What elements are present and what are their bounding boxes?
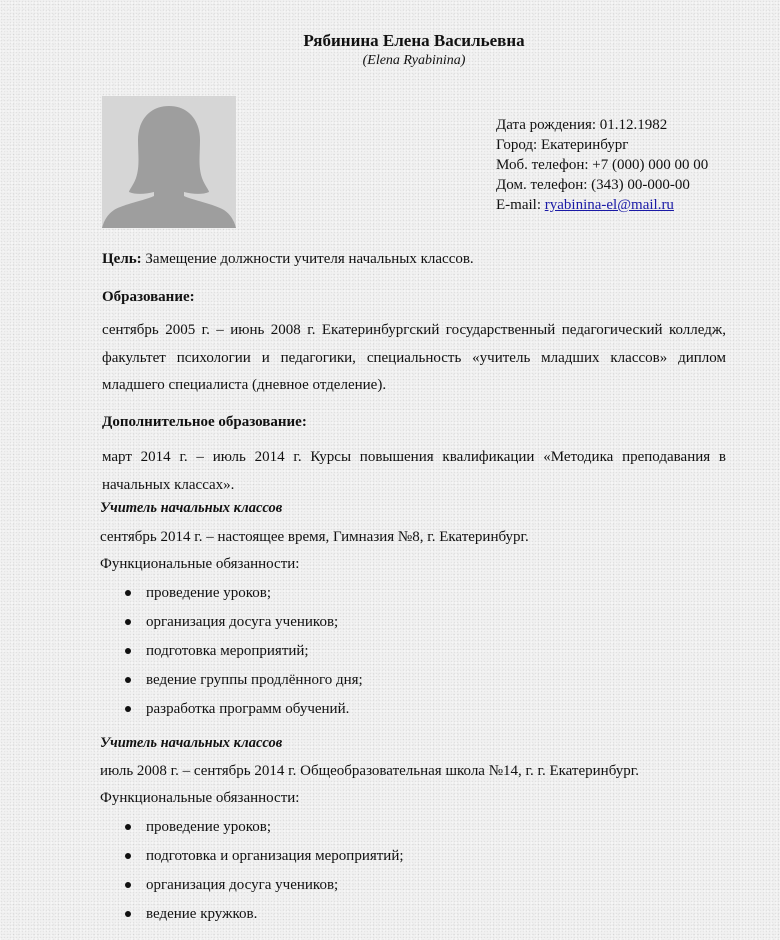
bullet-icon — [125, 648, 131, 654]
bullet-icon — [125, 590, 131, 596]
bullet-icon — [125, 824, 131, 830]
list-item — [122, 666, 363, 695]
resume-name-latin: (Elena Ryabinina) — [362, 53, 466, 68]
duty-text: подготовка и организация мероприятий; — [146, 848, 404, 864]
list-item — [122, 900, 404, 929]
bullet-icon — [125, 706, 131, 712]
list-item — [122, 813, 404, 842]
duty-text: проведение уроков; — [146, 819, 272, 835]
duty-text: разработка программ обучений. — [146, 701, 350, 717]
education-heading: Образование: — [102, 289, 195, 305]
goal-label: Цель: — [102, 251, 142, 267]
list-item — [122, 608, 363, 637]
education-text: сентябрь 2005 г. – июнь 2008 г. Екатеринбургский государственный педагогический колледж, факультет психологии и педагогики, специальность «учитель младших классов» диплом младшего специалиста (дневное отделение). — [102, 322, 726, 393]
list-item — [122, 842, 404, 871]
list-item — [122, 579, 363, 608]
city: Город: Екатеринбург — [496, 137, 629, 153]
list-item — [122, 695, 363, 724]
extra-education-heading: Дополнительное образование: — [102, 414, 307, 430]
job-title: Учитель начальных классов — [100, 500, 283, 516]
email-row — [496, 195, 708, 215]
duties-label: Функциональные обязанности: — [100, 556, 300, 572]
mobile-phone: Моб. телефон: +7 (000) 000 00 00 — [496, 157, 709, 173]
duties-label: Функциональные обязанности: — [100, 790, 300, 806]
duty-text: организация досуга учеников; — [146, 614, 339, 630]
resume-name: Рябинина Елена Васильевна — [303, 31, 525, 50]
list-item — [122, 871, 404, 900]
duty-text: подготовка мероприятий; — [146, 643, 309, 659]
bullet-icon — [125, 619, 131, 625]
birth-date: Дата рождения: 01.12.1982 — [496, 117, 668, 133]
goal-section — [102, 246, 726, 274]
bullet-icon — [125, 882, 131, 888]
contact-block — [496, 115, 708, 215]
duties-list — [122, 813, 404, 929]
job-period: сентябрь 2014 г. – настоящее время, Гимназия №8, г. Екатеринбург. — [100, 529, 529, 545]
job-title: Учитель начальных классов — [100, 735, 283, 751]
job-period: июль 2008 г. – сентябрь 2014 г. Общеобразовательная школа №14, г. г. Екатеринбург. — [100, 763, 639, 779]
list-item — [122, 637, 363, 666]
email-label: E-mail: — [496, 197, 545, 213]
duty-text: ведение группы продлённого дня; — [146, 672, 363, 688]
duty-text: проведение уроков; — [146, 585, 272, 601]
duties-list — [122, 579, 363, 724]
extra-education-text: март 2014 г. – июль 2014 г. Курсы повышения квалификации «Методика преподавания в начальных классах». — [102, 449, 726, 493]
duty-text: ведение кружков. — [146, 906, 258, 922]
goal-text: Замещение должности учителя начальных классов. — [141, 251, 474, 267]
home-phone: Дом. телефон: (343) 00-000-00 — [496, 177, 690, 193]
bullet-icon — [125, 911, 131, 917]
email-link[interactable]: ryabinina-el@mail.ru — [544, 197, 674, 213]
duty-text: организация досуга учеников; — [146, 877, 339, 893]
person-silhouette-icon — [102, 96, 236, 228]
bullet-icon — [125, 677, 131, 683]
profile-photo — [102, 96, 236, 228]
bullet-icon — [125, 853, 131, 859]
